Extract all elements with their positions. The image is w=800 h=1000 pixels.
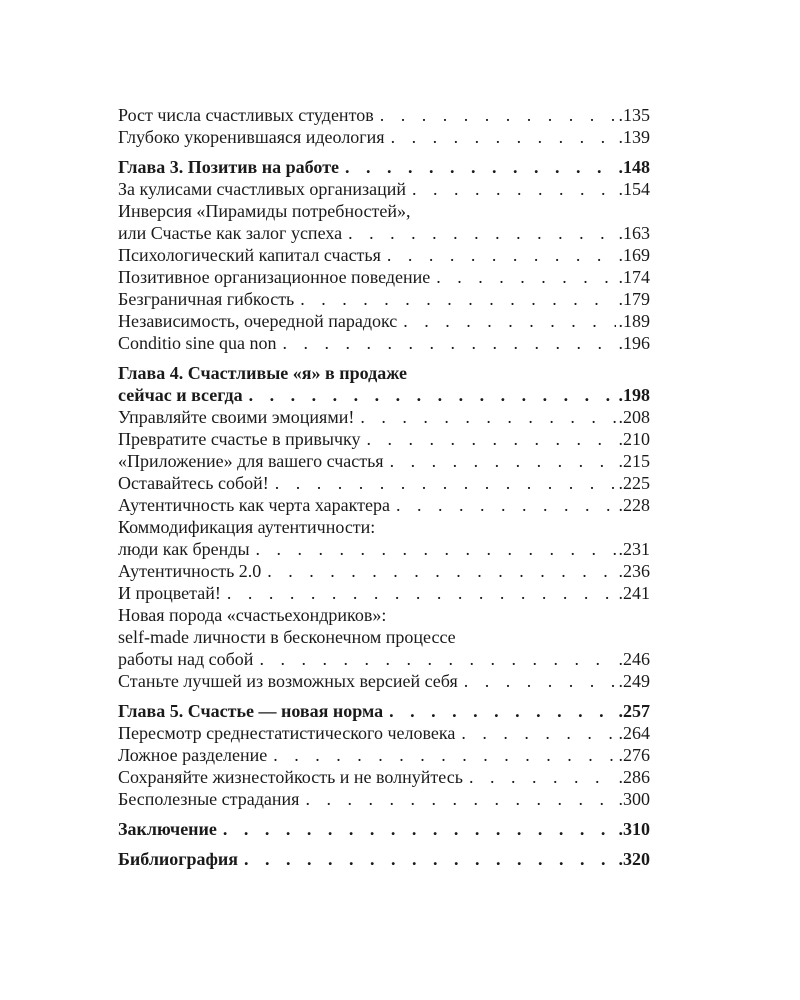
- toc-line: [118, 560, 650, 582]
- toc-page-number: .300: [618, 789, 650, 809]
- toc-entry-title: Независимость, очередной парадокс: [118, 311, 398, 331]
- dot-leader: [269, 472, 616, 494]
- toc-page-number: .320: [618, 849, 650, 869]
- toc-entry-title: работы над собой: [118, 649, 254, 669]
- toc-entry-title: Превратите счастье в привычку: [118, 429, 361, 449]
- toc-line: [118, 244, 650, 266]
- toc-line: [118, 818, 650, 840]
- dot-leader: [261, 560, 616, 582]
- toc-line: [118, 494, 650, 516]
- toc-entry-title: сейчас и всегда: [118, 385, 243, 405]
- toc-entry-title: Пересмотр среднестатистического человека: [118, 723, 456, 743]
- toc-entry-title: Библиография: [118, 849, 239, 869]
- toc-line: [118, 200, 650, 222]
- toc-page-number: .179: [618, 289, 650, 309]
- toc-page-number: .246: [618, 649, 650, 669]
- toc-page-number: .174: [618, 267, 650, 287]
- toc-page-number: .196: [618, 333, 650, 353]
- toc-line: [118, 332, 650, 354]
- toc-entry: [118, 200, 650, 244]
- toc-entry: [118, 332, 650, 354]
- toc-entry: [118, 126, 650, 148]
- toc-line: [118, 766, 650, 788]
- toc-chapter-heading: [118, 362, 650, 406]
- toc-page-number: .236: [618, 561, 650, 581]
- toc-line: [118, 788, 650, 810]
- toc-line: [118, 428, 650, 450]
- toc-entry-title: Ложное разделение: [118, 745, 268, 765]
- toc-chapter-heading: [118, 818, 650, 840]
- toc-page-number: .257: [618, 701, 650, 721]
- dot-leader: [406, 178, 616, 200]
- toc-entry-title: self-made личности в бесконечном процессе: [118, 627, 456, 647]
- toc-line: [118, 626, 650, 648]
- toc-page-number: .189: [618, 311, 650, 331]
- toc-entry-title: Глава 3. Позитив на работе: [118, 157, 340, 177]
- toc-entry-title: Станьте лучшей из возможных версией себя: [118, 671, 458, 691]
- dot-leader: [458, 670, 616, 692]
- toc-entry: [118, 406, 650, 428]
- dot-leader: [253, 648, 616, 670]
- toc-entry: [118, 266, 650, 288]
- toc-entry-title: Conditio sine qua non: [118, 333, 277, 353]
- toc-line: [118, 700, 650, 722]
- toc-page-number: .169: [618, 245, 650, 265]
- table-of-contents: [118, 104, 650, 870]
- toc-line: [118, 406, 650, 428]
- toc-entry: [118, 722, 650, 744]
- toc-entry-title: Аутентичность как черта характера: [118, 495, 390, 515]
- toc-page-number: .225: [618, 473, 650, 493]
- toc-entry-title: Рост числа счастливых студентов: [118, 105, 374, 125]
- dot-leader: [267, 744, 616, 766]
- toc-entry-title: Бесполезные страдания: [118, 789, 300, 809]
- toc-entry: [118, 104, 650, 126]
- toc-page-number: .276: [618, 745, 650, 765]
- toc-line: [118, 848, 650, 870]
- toc-entry-title: Инверсия «Пирамиды потребностей»,: [118, 201, 411, 221]
- toc-page-number: .139: [618, 127, 650, 147]
- dot-leader: [243, 384, 616, 406]
- toc-entry: [118, 428, 650, 450]
- toc-page-number: .198: [618, 385, 650, 405]
- toc-entry-title: Коммодификация аутентичности:: [118, 517, 376, 537]
- toc-line: [118, 582, 650, 604]
- toc-chapter-heading: [118, 848, 650, 870]
- toc-entry: [118, 604, 650, 670]
- toc-line: [118, 744, 650, 766]
- dot-leader: [385, 126, 616, 148]
- toc-chapter-heading: [118, 156, 650, 178]
- toc-line: [118, 266, 650, 288]
- toc-line: [118, 472, 650, 494]
- toc-entry: [118, 494, 650, 516]
- toc-page-number: .135: [618, 105, 650, 125]
- toc-entry: [118, 670, 650, 692]
- toc-entry-title: или Счастье как залог успеха: [118, 223, 343, 243]
- toc-entry: [118, 744, 650, 766]
- toc-entry-title: Глава 5. Счастье — новая норма: [118, 701, 384, 721]
- toc-page-number: .163: [618, 223, 650, 243]
- toc-entry-title: люди как бренды: [118, 539, 250, 559]
- toc-entry: [118, 288, 650, 310]
- toc-entry: [118, 450, 650, 472]
- toc-entry-title: И процветай!: [118, 583, 221, 603]
- toc-entry-title: «Приложение» для вашего счастья: [118, 451, 384, 471]
- toc-page-number: .210: [618, 429, 650, 449]
- dot-leader: [430, 266, 616, 288]
- toc-entry-title: За кулисами счастливых организаций: [118, 179, 406, 199]
- toc-page-number: .154: [618, 179, 650, 199]
- dot-leader: [221, 582, 616, 604]
- toc-page-number: .249: [618, 671, 650, 691]
- toc-line: [118, 288, 650, 310]
- toc-entry: [118, 788, 650, 810]
- toc-entry: [118, 516, 650, 560]
- dot-leader: [384, 450, 616, 472]
- toc-entry-title: Глава 4. Счастливые «я» в продаже: [118, 363, 408, 383]
- toc-line: [118, 722, 650, 744]
- toc-line: [118, 156, 650, 178]
- dot-leader: [463, 766, 616, 788]
- toc-line: [118, 104, 650, 126]
- toc-entry-title: Аутентичность 2.0: [118, 561, 262, 581]
- toc-line: [118, 450, 650, 472]
- toc-entry: [118, 472, 650, 494]
- dot-leader: [250, 538, 616, 560]
- toc-entry: [118, 310, 650, 332]
- toc-page-number: .208: [618, 407, 650, 427]
- toc-entry-title: Глубоко укоренившаяся идеология: [118, 127, 385, 147]
- toc-page-number: .264: [618, 723, 650, 743]
- dot-leader: [381, 244, 616, 266]
- toc-line: [118, 126, 650, 148]
- toc-line: [118, 222, 650, 244]
- toc-line: [118, 362, 650, 384]
- toc-line: [118, 648, 650, 670]
- dot-leader: [361, 428, 617, 450]
- toc-page-number: .286: [618, 767, 650, 787]
- toc-entry: [118, 244, 650, 266]
- toc-entry-title: Сохраняйте жизнестойкость и не волнуйтесь: [118, 767, 463, 787]
- dot-leader: [342, 222, 616, 244]
- toc-entry: [118, 766, 650, 788]
- toc-page-number: .148: [618, 157, 650, 177]
- dot-leader: [217, 818, 616, 840]
- toc-line: [118, 384, 650, 406]
- toc-entry: [118, 560, 650, 582]
- toc-page-number: .228: [618, 495, 650, 515]
- toc-page-number: .231: [618, 539, 650, 559]
- toc-entry-title: Позитивное организационное поведение: [118, 267, 431, 287]
- toc-entry: [118, 178, 650, 200]
- dot-leader: [299, 788, 616, 810]
- toc-page-number: .241: [618, 583, 650, 603]
- toc-entry-title: Заключение: [118, 819, 217, 839]
- toc-line: [118, 538, 650, 560]
- toc-line: [118, 310, 650, 332]
- toc-entry-title: Управляйте своими эмоциями!: [118, 407, 355, 427]
- toc-line: [118, 604, 650, 626]
- dot-leader: [277, 332, 617, 354]
- toc-entry-title: Безграничная гибкость: [118, 289, 295, 309]
- toc-entry: [118, 582, 650, 604]
- dot-leader: [374, 104, 616, 126]
- dot-leader: [383, 700, 616, 722]
- dot-leader: [238, 848, 616, 870]
- toc-entry-title: Оставайтесь собой!: [118, 473, 269, 493]
- toc-line: [118, 670, 650, 692]
- dot-leader: [339, 156, 616, 178]
- dot-leader: [455, 722, 616, 744]
- toc-page-number: .310: [618, 819, 650, 839]
- dot-leader: [294, 288, 616, 310]
- dot-leader: [390, 494, 616, 516]
- dot-leader: [354, 406, 616, 428]
- toc-entry-title: Новая порода «счастьехондриков»:: [118, 605, 387, 625]
- toc-line: [118, 516, 650, 538]
- dot-leader: [397, 310, 616, 332]
- toc-line: [118, 178, 650, 200]
- toc-entry-title: Психологический капитал счастья: [118, 245, 381, 265]
- toc-page-number: .215: [618, 451, 650, 471]
- toc-chapter-heading: [118, 700, 650, 722]
